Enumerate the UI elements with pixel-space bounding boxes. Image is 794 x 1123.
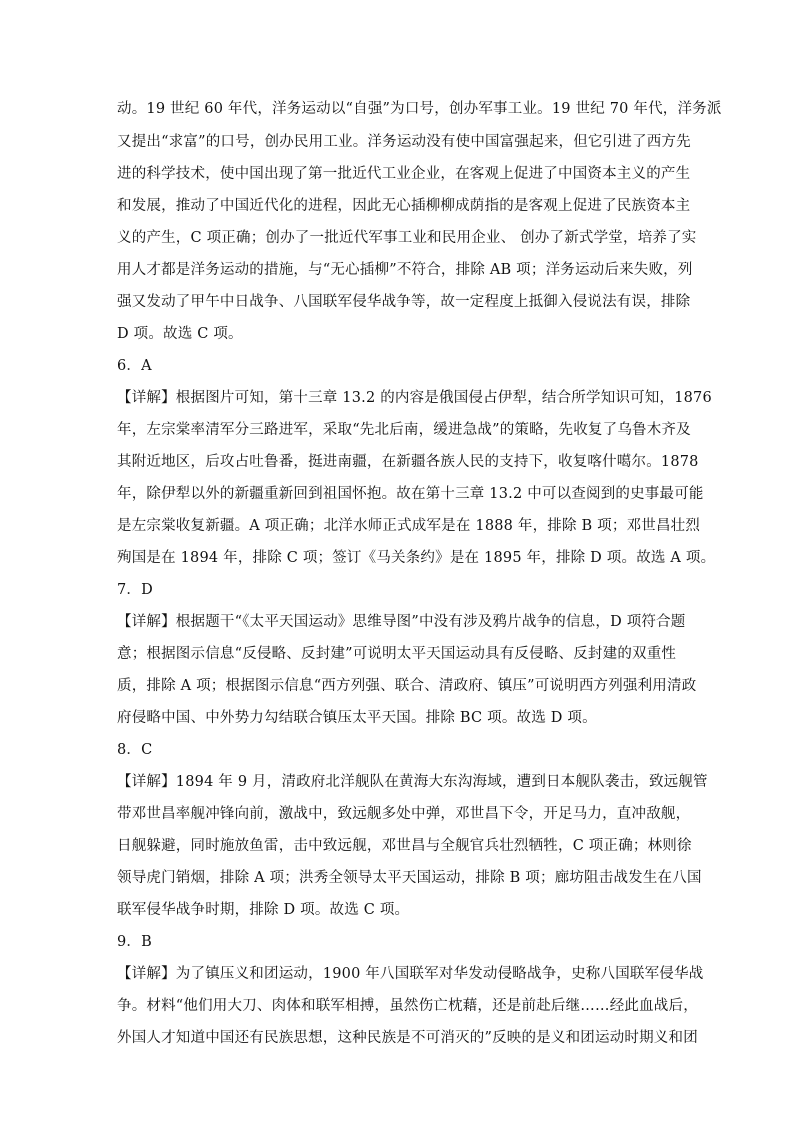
- text-line: 日舰躲避，同时施放鱼雷，击中致远舰，邓世昌与全舰官兵壮烈牺牲，C 项正确；林则徐: [117, 838, 692, 854]
- answer-label: 6．A: [117, 358, 152, 374]
- text-line: 其附近地区，后攻占吐鲁番，挺进南疆，在新疆各族人民的支持下，收复喀什噶尔。1878: [117, 454, 699, 470]
- text-line: 联军侵华战争时期，排除 D 项。故选 C 项。: [117, 902, 410, 918]
- text-line: 带邓世昌率舰冲锋向前，激战中，致远舰多处中弹，邓世昌下令，开足马力，直冲敌舰，: [117, 806, 691, 822]
- text-line: 意；根据图示信息“反侵略、反封建”可说明太平天国运动具有反侵略、反封建的双重性: [117, 646, 677, 662]
- text-line: 争。材料“他们用大刀、肉体和联军相搏，虽然伤亡枕藉，还是前赴后继……经此血战后，: [117, 998, 698, 1014]
- answer-label: 8．C: [117, 742, 153, 758]
- text-line: 义的产生，C 项正确；创办了一批近代军事工业和民用企业、 创办了新式学堂，培养了实: [117, 230, 697, 246]
- answer-label: 7．D: [117, 582, 153, 598]
- text-line: 是左宗棠收复新疆。A 项正确；北洋水师正式成军是在 1888 年，排除 B 项；邓世昌壮烈: [117, 518, 701, 534]
- text-line: 领导虎门销烟，排除 A 项；洪秀全领导太平天国运动，排除 B 项；廊坊阻击战发生在八国: [117, 870, 702, 886]
- text-line: 外国人才知道中国还有民族思想，这种民族是不可消灭的”反映的是义和团运动时期义和团: [117, 1030, 698, 1046]
- text-line: 动。19 世纪 60 年代，洋务运动以“自强”为口号，创办军事工业。19 世纪 70 年代，洋务派: [117, 101, 722, 117]
- text-line: 府侵略中国、中外势力勾结联合镇压太平天国。排除 BC 项。故选 D 项。: [117, 710, 597, 726]
- text-line: 殉国是在 1894 年，排除 C 项；签订《马关条约》是在 1895 年，排除 D 项。故选 A 项。: [117, 550, 716, 566]
- text-line: 和发展，推动了中国近代化的进程，因此无心插柳柳成荫指的是客观上促进了民族资本主: [117, 198, 691, 214]
- text-line: 【详解】1894 年 9 月，清政府北洋舰队在黄海大东沟海域，遭到日本舰队袭击，致远舰管: [117, 774, 708, 790]
- text-line: D 项。故选 C 项。: [117, 326, 243, 342]
- text-line: 年，除伊犁以外的新疆重新回到祖国怀抱。故在第十三章 13.2 中可以查阅到的史事最可能: [117, 486, 704, 502]
- text-line: 用人才都是洋务运动的措施，与“无心插柳”不符合，排除 AB 项；洋务运动后来失败，列: [117, 262, 693, 278]
- text-line: 【详解】为了镇压义和团运动，1900 年八国联军对华发动侵略战争，史称八国联军侵华战: [117, 966, 704, 982]
- text-line: 【详解】根据图片可知，第十三章 13.2 的内容是俄国侵占伊犁，结合所学知识可知，1876: [117, 390, 712, 406]
- text-line: 【详解】根据题干“《太平天国运动》思维导图”中没有涉及鸦片战争的信息，D 项符合题: [117, 614, 686, 630]
- text-line: 质，排除 A 项；根据图示信息“西方列强、联合、清政府、镇压”可说明西方列强利用清政: [117, 678, 697, 694]
- text-line: 年，左宗棠率清军分三路进军，采取“先北后南，缓进急战”的策略，先收复了乌鲁木齐及: [117, 422, 691, 438]
- answer-label: 9．B: [117, 934, 152, 950]
- text-line: 强又发动了甲午中日战争、八国联军侵华战争等，故一定程度上抵御入侵说法有误，排除: [117, 294, 691, 310]
- text-line: 进的科学技术，使中国出现了第一批近代工业企业，在客观上促进了中国资本主义的产生: [117, 166, 691, 182]
- text-line: 又提出“求富”的口号，创办民用工业。洋务运动没有使中国富强起来，但它引进了西方先: [117, 134, 691, 150]
